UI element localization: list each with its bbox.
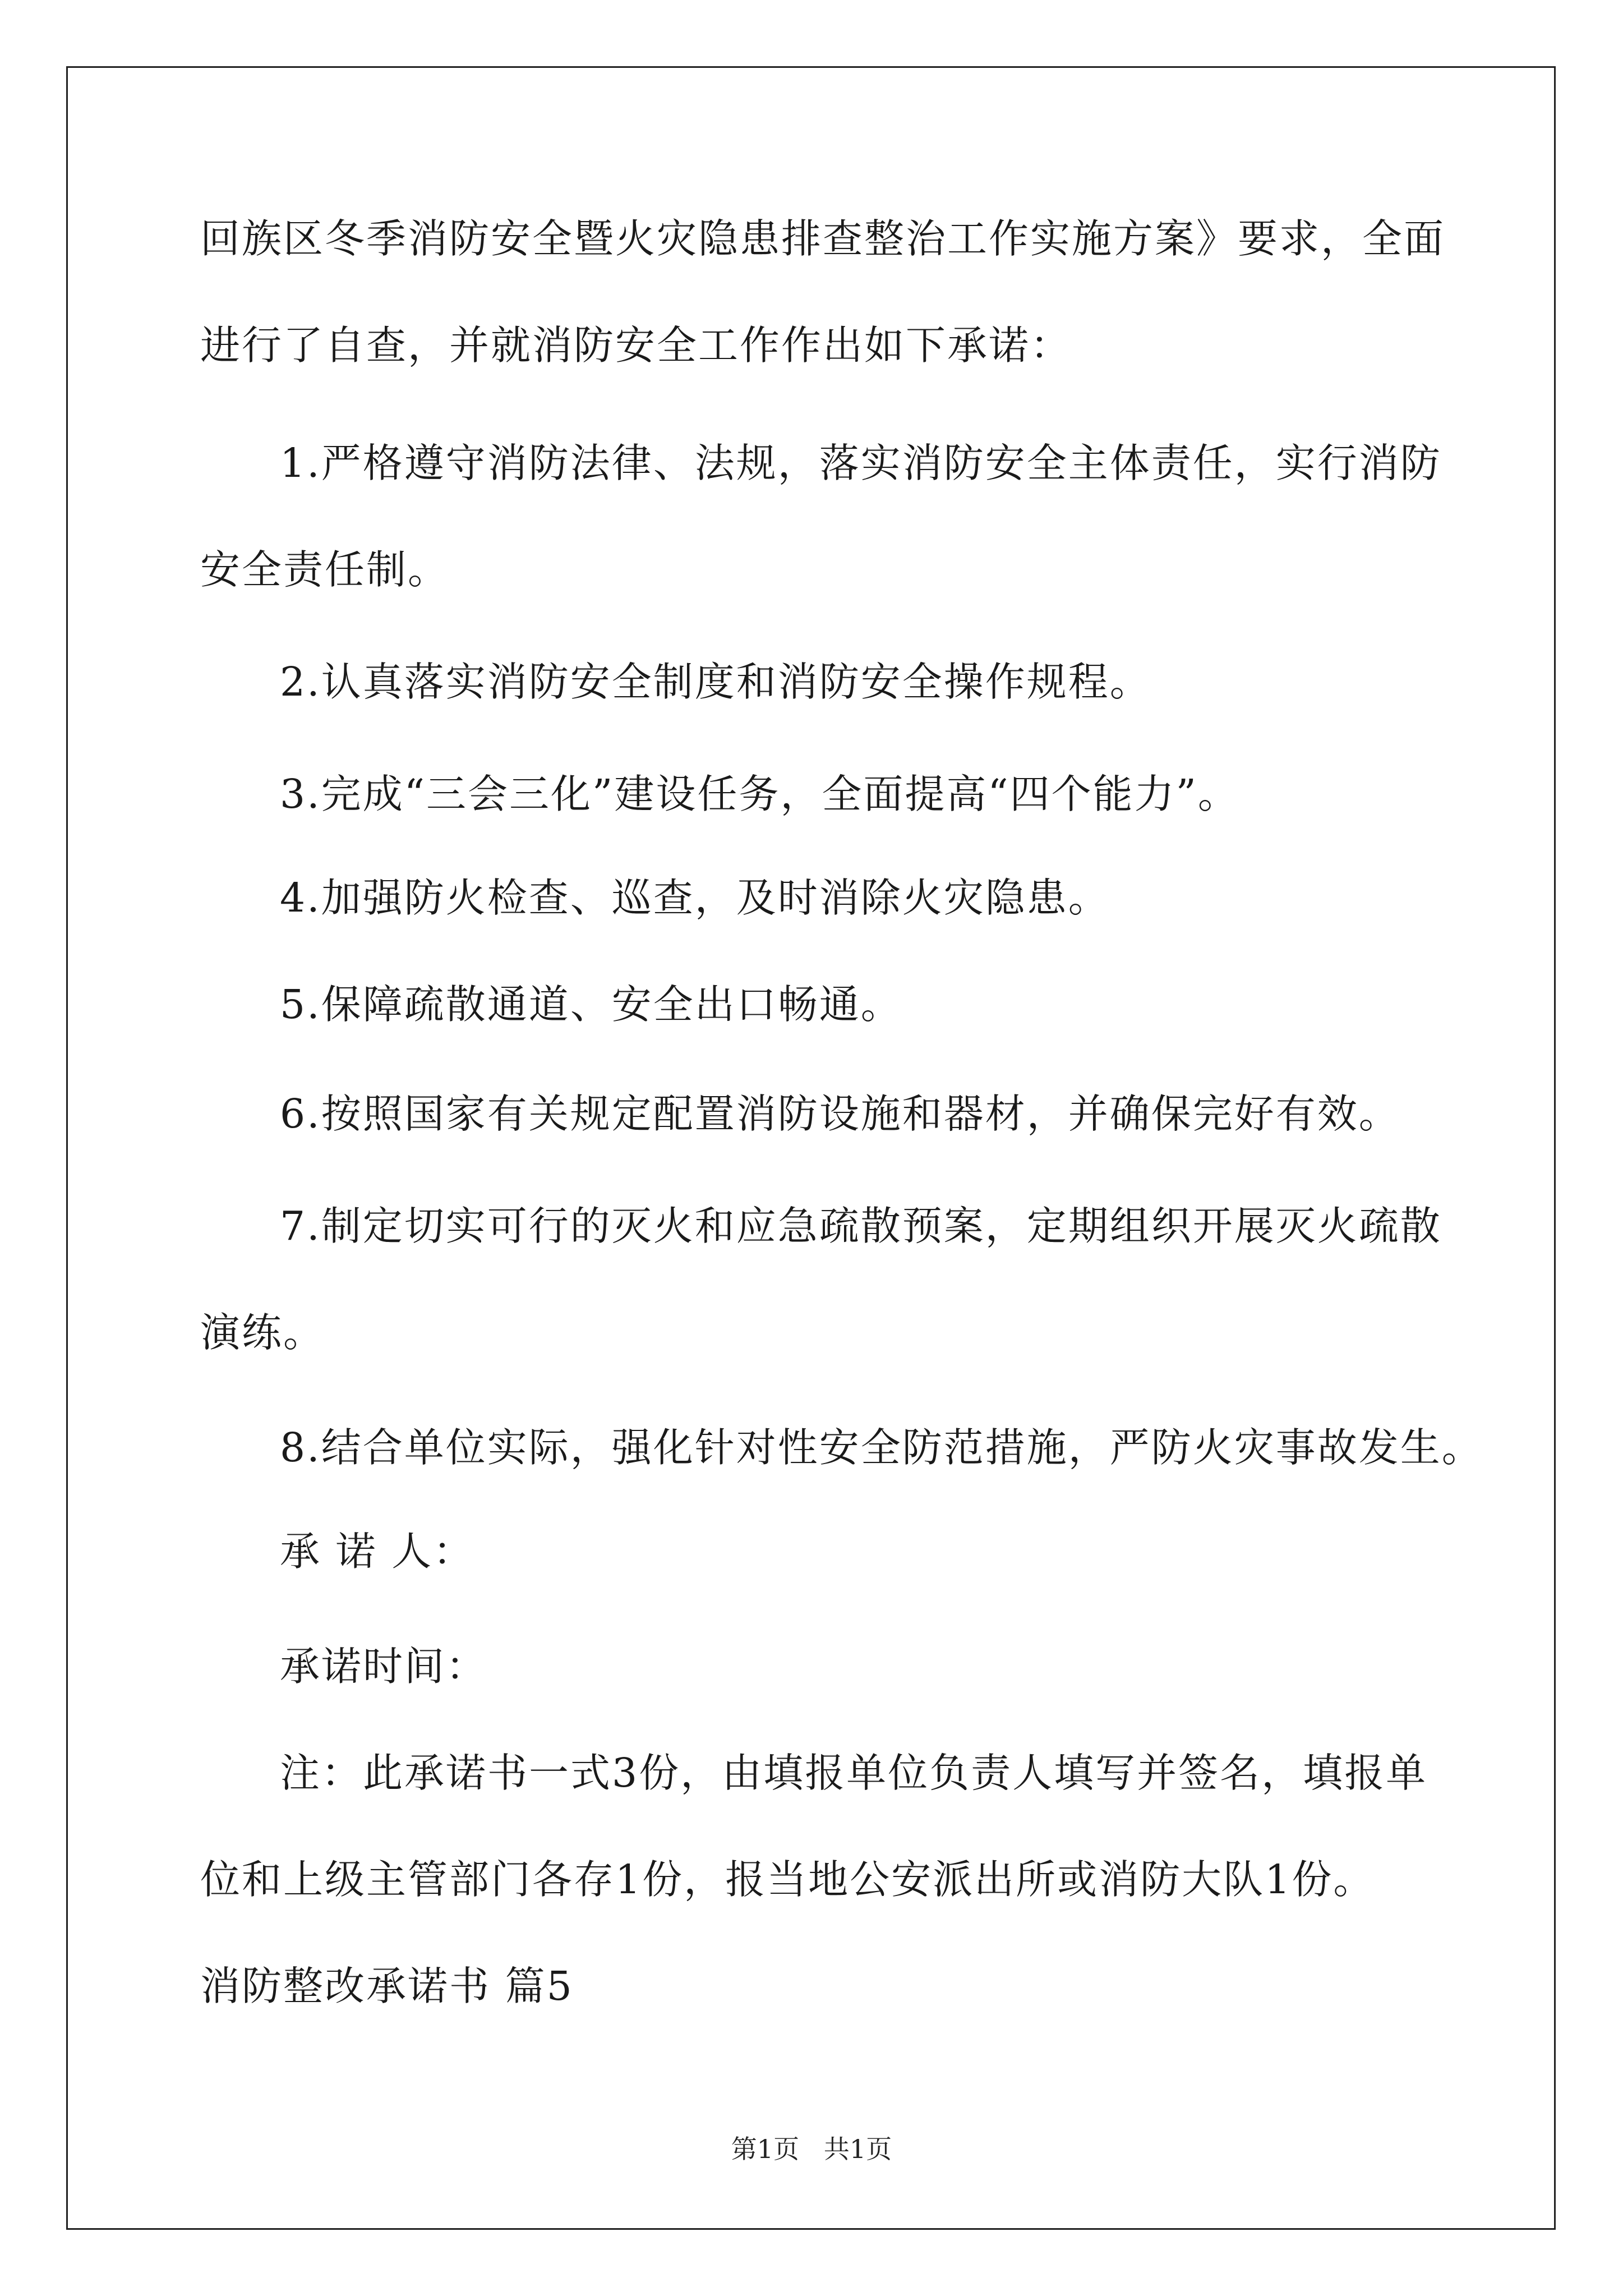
- promisor-label: 承 诺 人：: [280, 1528, 475, 1575]
- paragraph-line: 进行了自查，并就消防安全工作作出如下承诺：: [200, 322, 1072, 369]
- commitment-item-1: 1.严格遵守消防法律、法规，落实消防安全主体责任，实行消防: [280, 440, 1442, 486]
- commitment-item-2: 2.认真落实消防安全制度和消防安全操作规程。: [280, 659, 1151, 705]
- commitment-item-3: 3.完成“三会三化”建设任务，全面提高“四个能力”。: [280, 771, 1239, 817]
- note-line: 位和上级主管部门各存1份，报当地公安派出所或消防大队1份。: [200, 1856, 1375, 1903]
- promise-time-label: 承诺时间：: [280, 1643, 488, 1690]
- note-line: 注：此承诺书一式3份，由填报单位负责人填写并签名，填报单: [280, 1750, 1428, 1796]
- commitment-item-7: 7.制定切实可行的灭火和应急疏散预案，定期组织开展灭火疏散: [280, 1203, 1442, 1249]
- page-border: [66, 66, 1556, 2230]
- commitment-item-8: 8.结合单位实际，强化针对性安全防范措施，严防火灾事故发生。: [280, 1424, 1483, 1471]
- commitment-item-4: 4.加强防火检查、巡查，及时消除火灾隐患。: [280, 875, 1110, 921]
- commitment-item-5: 5.保障疏散通道、安全出口畅通。: [280, 981, 902, 1028]
- paragraph-line: 安全责任制。: [200, 546, 450, 593]
- paragraph-line: 演练。: [200, 1309, 325, 1356]
- section-heading: 消防整改承诺书 篇5: [200, 1963, 574, 2009]
- commitment-item-6: 6.按照国家有关规定配置消防设施和器材，并确保完好有效。: [280, 1091, 1400, 1137]
- page-number-footer: 第1页 共1页: [731, 2134, 892, 2164]
- paragraph-line: 回族区冬季消防安全暨火灾隐患排查整治工作实施方案》要求，全面: [200, 215, 1446, 262]
